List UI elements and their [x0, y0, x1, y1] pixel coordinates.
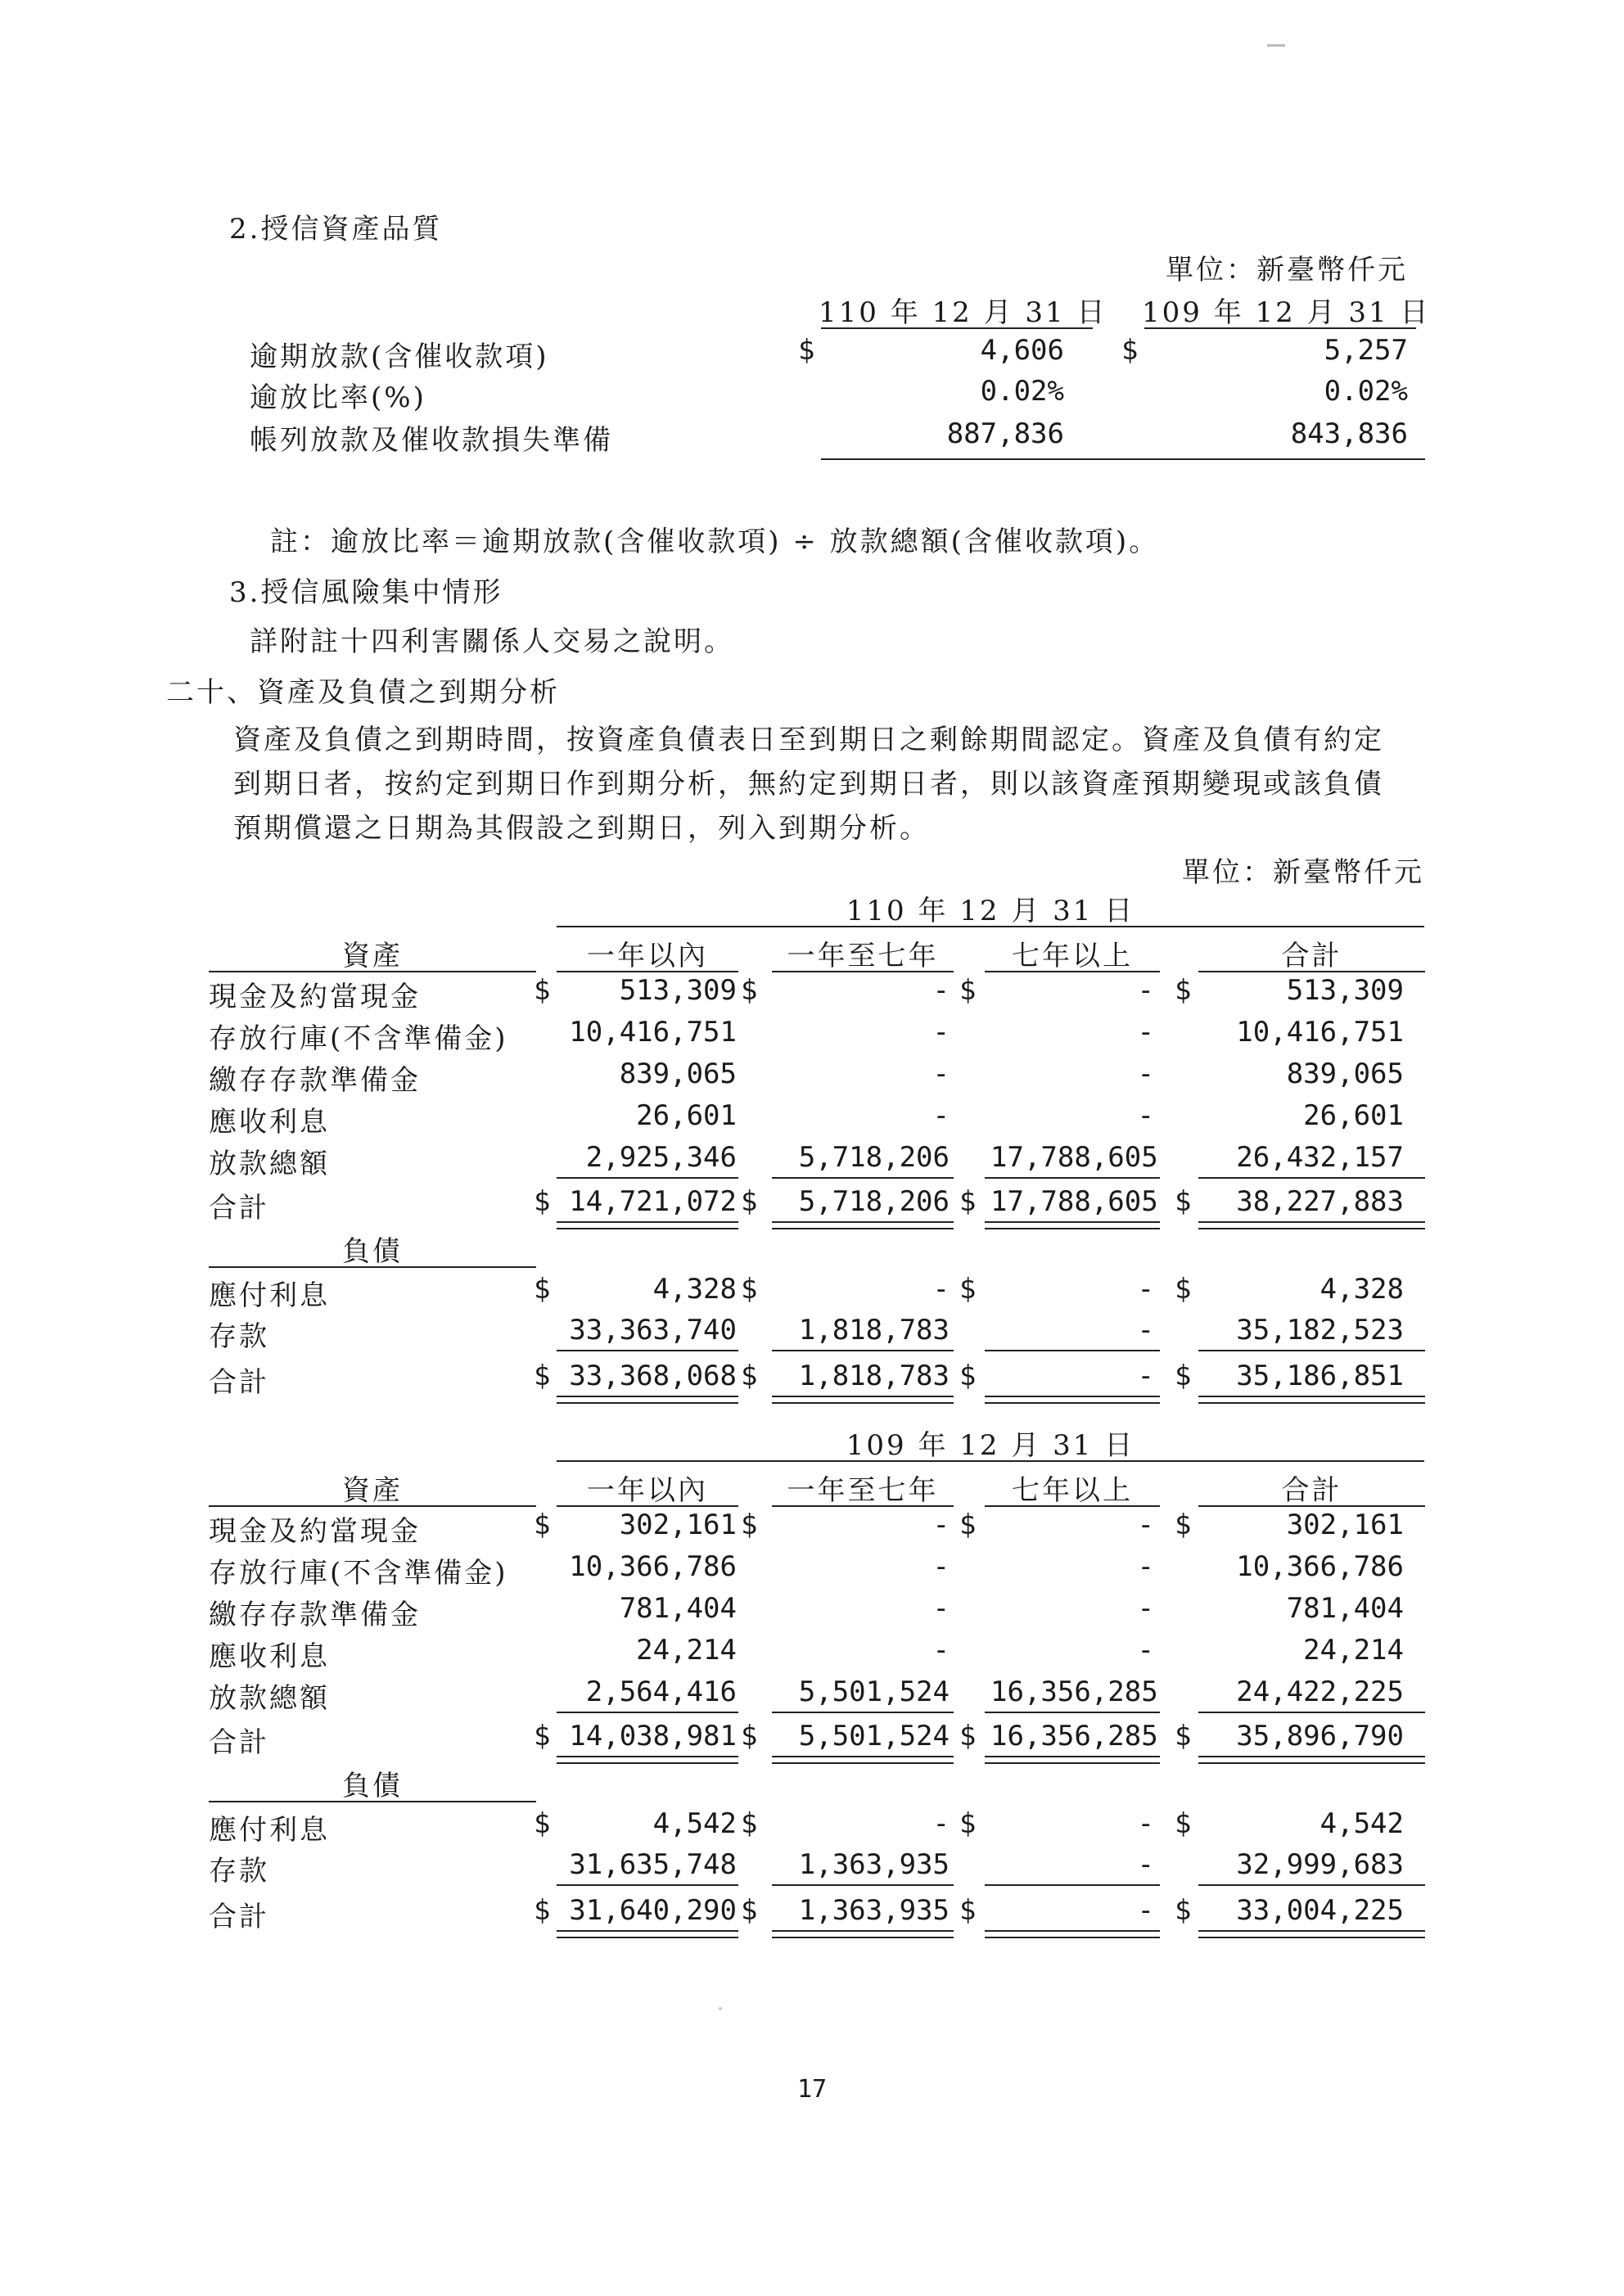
column-header: 七年以上 [1012, 1474, 1133, 1507]
value-cell: - [932, 1509, 950, 1541]
value-cell: - [932, 1099, 950, 1132]
row-label: 存放行庫(不含準備金) [209, 1557, 508, 1590]
total-double-rule [772, 1221, 954, 1229]
row-label: 現金及約當現金 [209, 1515, 421, 1548]
subtotal-rule [772, 1177, 954, 1179]
total-double-rule [1198, 1396, 1425, 1404]
value-cell: 4,328 [1320, 1273, 1404, 1306]
total-double-rule [985, 1756, 1160, 1764]
value-cell: 2,564,416 [585, 1676, 737, 1708]
value-cell: - [932, 1807, 950, 1840]
subtotal-rule [1198, 1350, 1425, 1351]
table-date-header: 110 年 12 月 31 日 [846, 895, 1135, 927]
value-cell: - [1137, 1894, 1154, 1927]
currency-sign: $ [1175, 1360, 1192, 1392]
currency-sign: $ [741, 1807, 758, 1840]
table-bottom-rule [821, 458, 1425, 460]
section-2-title: 2.授信資產品質 [229, 213, 443, 246]
value-cell: 24,214 [636, 1634, 737, 1667]
row-label: 應付利息 [209, 1814, 330, 1847]
value-cell: 26,601 [1303, 1099, 1404, 1132]
currency-sign: $ [534, 974, 551, 1007]
value-cell: 513,309 [619, 974, 737, 1007]
value-cell: 17,788,605 [990, 1185, 1158, 1218]
currency-sign: $ [1175, 1509, 1192, 1541]
currency-sign: $ [741, 974, 758, 1007]
subtotal-rule [985, 1350, 1160, 1351]
subtotal-rule [772, 1712, 954, 1713]
header-underline [557, 1505, 738, 1507]
currency-sign: $ [534, 1185, 551, 1218]
subtotal-rule [985, 1884, 1160, 1886]
row-label: 逾放比率(%) [250, 381, 426, 414]
row-label: 合計 [209, 1726, 269, 1759]
value-cell: 781,404 [1286, 1592, 1404, 1625]
value-cell: 4,606 [980, 334, 1064, 367]
currency-sign: $ [741, 1894, 758, 1927]
currency-sign: $ [534, 1720, 551, 1752]
header-underline [1198, 1505, 1425, 1507]
value-cell: - [1137, 1058, 1154, 1090]
total-double-rule [985, 1396, 1160, 1404]
value-cell: 839,065 [619, 1058, 737, 1090]
value-cell: 0.02% [1324, 375, 1408, 408]
row-label: 繳存存款準備金 [209, 1599, 421, 1631]
value-cell: - [1137, 1848, 1154, 1881]
header-underline [1198, 971, 1425, 972]
column-header: 一年以內 [587, 940, 708, 972]
value-cell: 35,182,523 [1236, 1314, 1404, 1346]
currency-sign: $ [959, 1185, 977, 1218]
header-underline [209, 1801, 536, 1802]
row-label: 繳存存款準備金 [209, 1064, 421, 1097]
currency-sign: $ [1175, 1185, 1192, 1218]
value-cell: 10,366,786 [569, 1550, 737, 1583]
currency-sign: $ [534, 1509, 551, 1541]
paragraph-line: 預期償還之日期為其假設之到期日，列入到期分析。 [233, 812, 930, 845]
currency-sign: $ [1175, 974, 1192, 1007]
value-cell: 1,363,935 [798, 1848, 950, 1881]
row-label: 帳列放款及催收款損失準備 [250, 424, 613, 457]
currency-sign: $ [1175, 1273, 1192, 1306]
value-cell: 5,718,206 [798, 1185, 950, 1218]
section-20-title: 二十、資產及負債之到期分析 [166, 676, 560, 709]
total-double-rule [772, 1396, 954, 1404]
value-cell: - [932, 974, 950, 1007]
row-label: 合計 [209, 1192, 269, 1225]
section-3-text: 詳附註十四利害關係人交易之說明。 [250, 625, 734, 658]
value-cell: 26,432,157 [1236, 1141, 1404, 1174]
date-header-rule [557, 1460, 1424, 1462]
subtotal-rule [557, 1712, 738, 1713]
liabilities-header: 負債 [342, 1235, 403, 1268]
value-cell: 302,161 [1286, 1509, 1404, 1541]
asset-header: 資產 [342, 940, 403, 972]
subtotal-rule [985, 1177, 1160, 1179]
value-cell: - [932, 1058, 950, 1090]
value-cell: - [1137, 1099, 1154, 1132]
header-underline [209, 971, 536, 972]
subtotal-rule [985, 1712, 1160, 1713]
value-cell: 32,999,683 [1236, 1848, 1404, 1881]
header-underline [557, 971, 738, 972]
value-cell: - [1137, 974, 1154, 1007]
value-cell: - [1137, 1509, 1154, 1541]
value-cell: 4,328 [652, 1273, 737, 1306]
header-underline [772, 1505, 954, 1507]
value-cell: 302,161 [619, 1509, 737, 1541]
currency-sign: $ [534, 1894, 551, 1927]
value-cell: 31,640,290 [569, 1894, 737, 1927]
currency-sign: $ [534, 1807, 551, 1840]
subtotal-rule [1198, 1712, 1425, 1713]
header-underline [985, 1505, 1160, 1507]
value-cell: 24,422,225 [1236, 1676, 1404, 1708]
column-header: 合計 [1281, 940, 1342, 972]
currency-sign: $ [798, 334, 815, 367]
value-cell: - [1137, 1550, 1154, 1583]
header-underline [209, 1505, 536, 1507]
column-header: 一年以內 [587, 1474, 708, 1507]
value-cell: - [932, 1550, 950, 1583]
subtotal-rule [557, 1884, 738, 1886]
currency-sign: $ [534, 1360, 551, 1392]
subtotal-rule [1198, 1177, 1425, 1179]
value-cell: 35,186,851 [1236, 1360, 1404, 1392]
section-3-title: 3.授信風險集中情形 [229, 576, 503, 609]
currency-sign: $ [959, 1807, 977, 1840]
row-label: 放款總額 [209, 1682, 330, 1715]
currency-sign: $ [959, 1360, 977, 1392]
row-label: 應付利息 [209, 1279, 330, 1312]
value-cell: 4,542 [652, 1807, 737, 1840]
page-number: 17 [796, 2075, 828, 2104]
currency-sign: $ [1175, 1720, 1192, 1752]
value-cell: 10,366,786 [1236, 1550, 1404, 1583]
value-cell: 35,896,790 [1236, 1720, 1404, 1752]
value-cell: 10,416,751 [1236, 1016, 1404, 1049]
currency-sign: $ [741, 1509, 758, 1541]
value-cell: 1,818,783 [798, 1314, 950, 1346]
table-date-header: 109 年 12 月 31 日 [846, 1429, 1135, 1462]
subtotal-rule [772, 1884, 954, 1886]
total-double-rule [557, 1396, 738, 1404]
unit-label: 單位：新臺幣仟元 [1182, 856, 1424, 889]
col-header-underline [821, 327, 1093, 329]
value-cell: 887,836 [946, 417, 1064, 450]
value-cell: - [932, 1273, 950, 1306]
total-double-rule [1198, 1221, 1425, 1229]
liabilities-header: 負債 [342, 1770, 403, 1802]
value-cell: 5,718,206 [798, 1141, 950, 1174]
footnote: 註：逾放比率＝逾期放款(含催收款項) ÷ 放款總額(含催收款項)。 [270, 526, 1160, 558]
value-cell: 14,721,072 [569, 1185, 737, 1218]
value-cell: 1,363,935 [798, 1894, 950, 1927]
currency-sign: $ [1175, 1807, 1192, 1840]
value-cell: 513,309 [1286, 974, 1404, 1007]
currency-sign: $ [1121, 334, 1139, 367]
total-double-rule [985, 1930, 1160, 1938]
row-label: 合計 [209, 1366, 269, 1399]
value-cell: - [932, 1016, 950, 1049]
header-underline [985, 971, 1160, 972]
unit-label: 單位：新臺幣仟元 [1166, 254, 1408, 286]
value-cell: - [1137, 1314, 1154, 1346]
row-label: 存款 [209, 1855, 269, 1888]
value-cell: 5,501,524 [798, 1676, 950, 1708]
column-header: 一年至七年 [787, 940, 939, 972]
value-cell: - [1137, 1360, 1154, 1392]
value-cell: 33,004,225 [1236, 1894, 1404, 1927]
currency-sign: $ [741, 1273, 758, 1306]
value-cell: 5,257 [1324, 334, 1408, 367]
col-header-109: 109 年 12 月 31 日 [1142, 296, 1431, 329]
currency-sign: $ [959, 1720, 977, 1752]
subtotal-rule [557, 1350, 738, 1351]
total-double-rule [557, 1930, 738, 1938]
total-double-rule [1198, 1756, 1425, 1764]
value-cell: 33,363,740 [569, 1314, 737, 1346]
value-cell: 33,368,068 [569, 1360, 737, 1392]
subtotal-rule [1198, 1884, 1425, 1886]
value-cell: 839,065 [1286, 1058, 1404, 1090]
column-header: 合計 [1281, 1474, 1342, 1507]
paragraph-line: 資產及負債之到期時間，按資產負債表日至到期日之剩餘期間認定。資產及負債有約定 [233, 724, 1384, 756]
date-header-rule [557, 926, 1424, 927]
currency-sign: $ [959, 1509, 977, 1541]
value-cell: - [1137, 1634, 1154, 1667]
total-double-rule [772, 1930, 954, 1938]
value-cell: - [1137, 1273, 1154, 1306]
value-cell: 2,925,346 [585, 1141, 737, 1174]
column-header: 七年以上 [1012, 940, 1133, 972]
total-double-rule [1198, 1930, 1425, 1938]
currency-sign: $ [959, 1273, 977, 1306]
total-double-rule [557, 1221, 738, 1229]
header-underline [772, 971, 954, 972]
column-header: 一年至七年 [787, 1474, 939, 1507]
row-label: 應收利息 [209, 1106, 330, 1139]
value-cell: 26,601 [636, 1099, 737, 1132]
total-double-rule [772, 1756, 954, 1764]
value-cell: 17,788,605 [990, 1141, 1158, 1174]
value-cell: 31,635,748 [569, 1848, 737, 1881]
value-cell: 16,356,285 [990, 1676, 1158, 1708]
header-underline [209, 1266, 536, 1268]
value-cell: 5,501,524 [798, 1720, 950, 1752]
col-header-underline [1144, 327, 1416, 329]
value-cell: 1,818,783 [798, 1360, 950, 1392]
col-header-110: 110 年 12 月 31 日 [819, 296, 1107, 329]
currency-sign: $ [959, 974, 977, 1007]
value-cell: 781,404 [619, 1592, 737, 1625]
currency-sign: $ [741, 1185, 758, 1218]
row-label: 合計 [209, 1901, 269, 1933]
value-cell: - [1137, 1592, 1154, 1625]
value-cell: - [932, 1634, 950, 1667]
row-label: 存款 [209, 1320, 269, 1353]
value-cell: - [1137, 1016, 1154, 1049]
row-label: 放款總額 [209, 1148, 330, 1180]
row-label: 存放行庫(不含準備金) [209, 1022, 508, 1055]
currency-sign: $ [741, 1360, 758, 1392]
currency-sign: $ [959, 1894, 977, 1927]
row-label: 應收利息 [209, 1640, 330, 1673]
value-cell: 843,836 [1290, 417, 1408, 450]
row-label: 逾期放款(含催收款項) [250, 341, 549, 373]
value-cell: 38,227,883 [1236, 1185, 1404, 1218]
value-cell: 16,356,285 [990, 1720, 1158, 1752]
subtotal-rule [557, 1177, 738, 1179]
scan-dot [719, 2007, 722, 2010]
paragraph-line: 到期日者，按約定到期日作到期分析，無約定到期日者，則以該資產預期變現或該負債 [233, 768, 1384, 801]
currency-sign: $ [741, 1720, 758, 1752]
total-double-rule [985, 1221, 1160, 1229]
total-double-rule [557, 1756, 738, 1764]
value-cell: 10,416,751 [569, 1016, 737, 1049]
value-cell: - [932, 1592, 950, 1625]
subtotal-rule [772, 1350, 954, 1351]
value-cell: 24,214 [1303, 1634, 1404, 1667]
asset-header: 資產 [342, 1474, 403, 1507]
scan-mark [1267, 44, 1285, 47]
currency-sign: $ [1175, 1894, 1192, 1927]
row-label: 現金及約當現金 [209, 981, 421, 1013]
currency-sign: $ [534, 1273, 551, 1306]
value-cell: 14,038,981 [569, 1720, 737, 1752]
value-cell: 4,542 [1320, 1807, 1404, 1840]
value-cell: 0.02% [980, 375, 1064, 408]
value-cell: - [1137, 1807, 1154, 1840]
